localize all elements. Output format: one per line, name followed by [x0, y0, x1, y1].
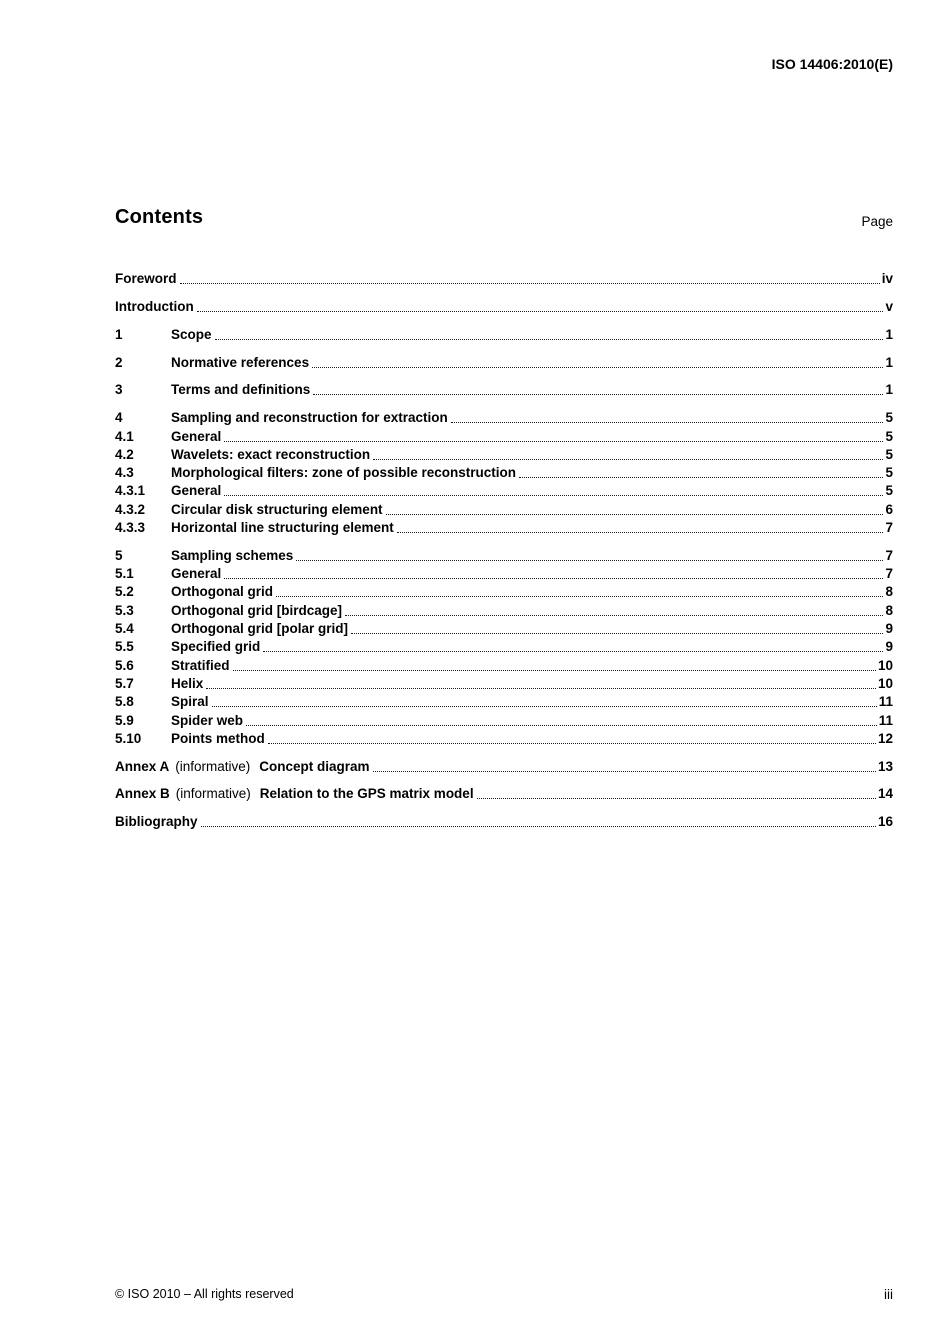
- toc-entry-label: Orthogonal grid: [171, 584, 273, 600]
- toc-entry-number: 4: [115, 410, 123, 426]
- page-column-label: Page: [861, 214, 893, 229]
- toc-entry-number: 5: [115, 547, 123, 563]
- toc-entry-number: 5.6: [115, 657, 134, 673]
- toc-entry: [115, 812, 893, 830]
- dot-leader: [397, 532, 884, 533]
- dot-leader: [212, 706, 877, 707]
- toc-entry-label: Normative references: [171, 354, 310, 370]
- toc-entry: [115, 325, 893, 343]
- dot-leader: [201, 826, 876, 827]
- toc-entry: [115, 269, 893, 287]
- toc-entry-label: Relation to the GPS matrix model: [259, 786, 474, 802]
- toc-entry: [115, 600, 893, 618]
- toc-entry-page: 7: [885, 547, 893, 563]
- toc-entry-page: 7: [885, 520, 893, 536]
- toc-entry-number: Annex B: [115, 786, 170, 802]
- toc-entry: [115, 380, 893, 398]
- toc-entry-page: 5: [885, 428, 893, 444]
- dot-leader: [197, 311, 884, 312]
- dot-leader: [477, 798, 876, 799]
- toc-entry: [115, 729, 893, 747]
- toc-entry-page: 12: [877, 730, 893, 746]
- toc-entry-number: 5.4: [115, 621, 134, 637]
- toc-entry-label: Circular disk structuring element: [171, 501, 383, 517]
- toc-entry-number: 5.9: [115, 712, 134, 728]
- toc-entry: [115, 463, 893, 481]
- toc-entry-number: 5.5: [115, 639, 134, 655]
- toc-entry-label: Introduction: [115, 299, 194, 315]
- toc-entry-label: Stratified: [171, 657, 230, 673]
- toc-entry-page: 11: [878, 694, 893, 710]
- toc-entry-label: Sampling schemes: [171, 547, 294, 563]
- toc-entry-label: Horizontal line structuring element: [171, 520, 394, 536]
- toc-entry: [115, 582, 893, 600]
- dot-leader: [373, 771, 876, 772]
- toc-entry-label: Morphological filters: zone of possible reconstruction: [171, 465, 517, 481]
- toc-entry-label: Spider web: [171, 712, 244, 728]
- toc-entry: [115, 619, 893, 637]
- toc-entry-label: Orthogonal grid [birdcage]: [171, 602, 342, 618]
- toc-entry-page: 7: [885, 566, 893, 582]
- toc-entry-number: 1: [115, 326, 123, 342]
- toc-entry-page: 6: [885, 501, 893, 517]
- toc-entry-label: Bibliography: [115, 814, 198, 830]
- toc-entry-label: Scope: [171, 326, 212, 342]
- page-footer: [115, 1287, 893, 1302]
- toc-entry-page: 1: [885, 354, 893, 370]
- toc-entry-label: General: [171, 483, 222, 499]
- toc-entry-page: 5: [885, 483, 893, 499]
- toc-entry: [115, 481, 893, 499]
- contents-title-row: [115, 206, 893, 229]
- toc-entry: [115, 756, 893, 774]
- dot-leader: [215, 339, 884, 340]
- toc-entry-label: Concept diagram: [259, 758, 370, 774]
- toc-entry-page: 1: [885, 326, 893, 342]
- toc-entry-number: 4.3.1: [115, 483, 146, 499]
- dot-leader: [373, 459, 883, 460]
- toc-entry-number: 5.8: [115, 694, 134, 710]
- toc-entry-page: 9: [885, 621, 893, 637]
- toc-entry-page: 13: [877, 758, 893, 774]
- dot-leader: [296, 560, 883, 561]
- dot-leader: [276, 596, 883, 597]
- toc-entry: [115, 426, 893, 444]
- toc-entry-number: 4.3.2: [115, 501, 146, 517]
- toc-entry-number: 4.1: [115, 428, 134, 444]
- dot-leader: [451, 422, 884, 423]
- toc-entry: [115, 546, 893, 564]
- dot-leader: [180, 283, 880, 284]
- toc-entry-page: 5: [885, 446, 893, 462]
- toc-entry-number: 2: [115, 354, 123, 370]
- dot-leader: [345, 615, 883, 616]
- dot-leader: [224, 495, 883, 496]
- toc-entry-page: iv: [881, 271, 893, 287]
- toc-entry: [115, 637, 893, 655]
- dot-leader: [206, 688, 876, 689]
- toc-entry-label: Foreword: [115, 271, 177, 287]
- toc-entry-page: 8: [885, 602, 893, 618]
- page-number: iii: [884, 1287, 893, 1302]
- toc-entry: [115, 445, 893, 463]
- toc-entry-number: 4.3.3: [115, 520, 146, 536]
- dot-leader: [263, 651, 883, 652]
- toc-entry-label: Orthogonal grid [polar grid]: [171, 621, 348, 637]
- toc-entry-label: General: [171, 428, 222, 444]
- toc-entry-number: 5.2: [115, 584, 134, 600]
- toc-entry-label: Helix: [171, 675, 204, 691]
- dot-leader: [224, 578, 883, 579]
- toc-entry: [115, 408, 893, 426]
- toc-entry: [115, 784, 893, 802]
- toc-list: [115, 269, 893, 830]
- toc-entry-number: 5.3: [115, 602, 134, 618]
- dot-leader: [313, 394, 883, 395]
- toc-entry-label: Specified grid: [171, 639, 261, 655]
- contents-section: [115, 206, 893, 830]
- toc-entry: [115, 518, 893, 536]
- toc-entry-page: 8: [885, 584, 893, 600]
- toc-entry-label: Wavelets: exact reconstruction: [171, 446, 371, 462]
- toc-entry-page: 1: [885, 382, 893, 398]
- dot-leader: [268, 743, 876, 744]
- toc-entry-note: (informative): [175, 758, 251, 774]
- toc-entry-page: 5: [885, 465, 893, 481]
- toc-entry-label: Spiral: [171, 694, 209, 710]
- toc-entry-number: 4.2: [115, 446, 134, 462]
- toc-entry-page: 11: [878, 712, 893, 728]
- toc-entry-page: v: [885, 299, 893, 315]
- dot-leader: [246, 725, 877, 726]
- toc-entry: [115, 710, 893, 728]
- dot-leader: [386, 514, 884, 515]
- dot-leader: [312, 367, 883, 368]
- toc-entry-page: 10: [877, 657, 893, 673]
- toc-entry-number: 3: [115, 382, 123, 398]
- toc-entry: [115, 692, 893, 710]
- toc-entry-label: Points method: [171, 730, 265, 746]
- toc-entry-page: 9: [885, 639, 893, 655]
- toc-entry-label: Sampling and reconstruction for extraction: [171, 410, 448, 426]
- toc-entry-number: Annex A: [115, 758, 170, 774]
- toc-entry: [115, 564, 893, 582]
- toc-entry-number: 5.1: [115, 566, 134, 582]
- dot-leader: [351, 633, 884, 634]
- toc-entry-number: 5.10: [115, 730, 142, 746]
- toc-entry-note: (informative): [175, 786, 251, 802]
- toc-entry-number: 4.3: [115, 465, 134, 481]
- toc-entry: [115, 674, 893, 692]
- dot-leader: [519, 477, 883, 478]
- toc-entry-page: 16: [877, 814, 893, 830]
- toc-entry: [115, 655, 893, 673]
- toc-entry-label: Terms and definitions: [171, 382, 311, 398]
- toc-entry-number: 5.7: [115, 675, 134, 691]
- toc-entry-page: 10: [877, 675, 893, 691]
- toc-entry: [115, 499, 893, 517]
- toc-entry-label: General: [171, 566, 222, 582]
- toc-entry-page: 5: [885, 410, 893, 426]
- dot-leader: [224, 441, 883, 442]
- dot-leader: [233, 670, 876, 671]
- document-reference: ISO 14406:2010(E): [771, 56, 893, 72]
- toc-entry-page: 14: [877, 786, 893, 802]
- copyright-notice: © ISO 2010 – All rights reserved: [115, 1287, 294, 1301]
- toc-entry: [115, 352, 893, 370]
- contents-title: Contents: [115, 206, 204, 228]
- toc-entry: [115, 297, 893, 315]
